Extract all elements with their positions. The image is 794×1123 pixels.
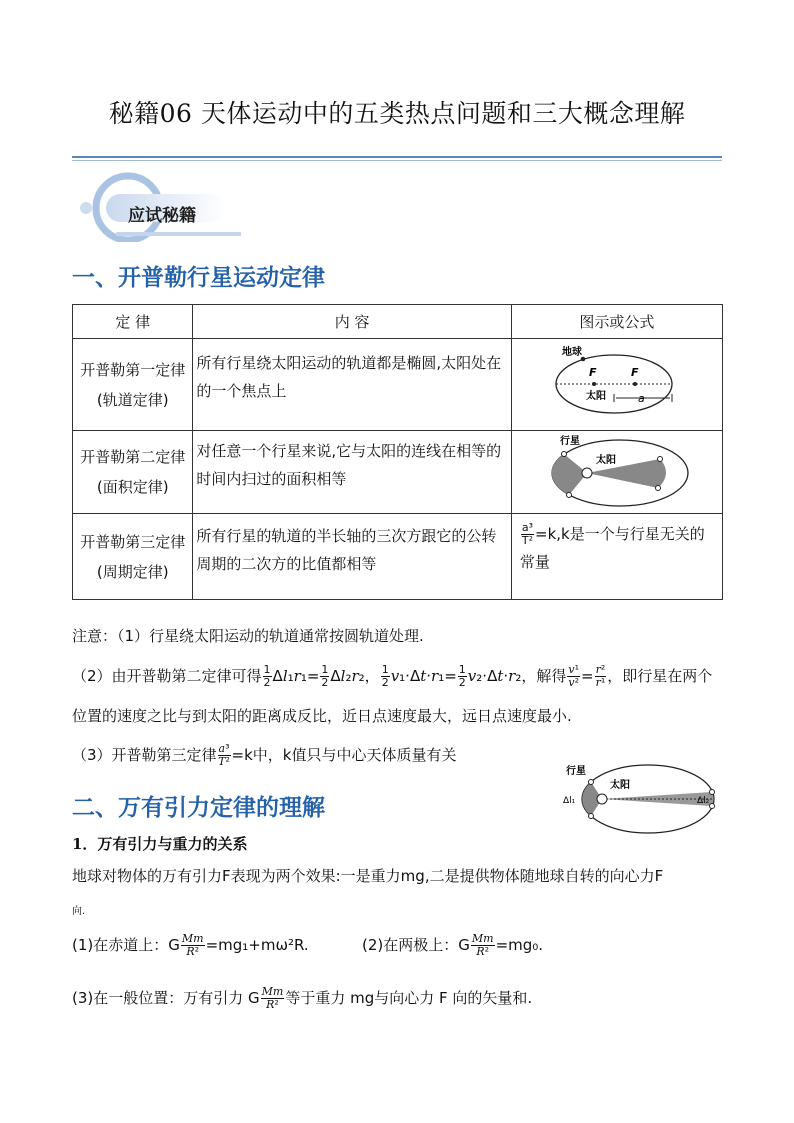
ellipse-foci-diagram: [512, 339, 707, 426]
fraction-denominator: T²: [521, 534, 533, 547]
kepler3-formula-text: =k,k是一个与行星无关的常量: [519, 525, 705, 571]
kepler-table: [72, 304, 723, 600]
formula-cell: [511, 514, 722, 600]
kepler3-fraction: [521, 522, 534, 547]
note-3: （3）开普勒第三定律 $\frac{\text{a³}}{\text{T²}}$ =k中，k值只与中心天体质量有关: [72, 742, 457, 768]
page-title: 秘籍06 天体运动中的五类热点问题和三大概念理解: [108, 99, 686, 128]
note-1: 注意：（1）行星绕太阳运动的轨道通常按圆轨道处理.: [72, 627, 424, 645]
planet-label: 行星: [559, 436, 580, 447]
law-name: 开普勒第一定律: [80, 360, 186, 379]
earth-label: 地球: [561, 347, 582, 358]
table-row: [73, 514, 723, 600]
sun-label: 太阳: [595, 455, 616, 466]
note-2-suffix: ，即行星在两个: [607, 667, 713, 685]
delta-l1-label: Δl₁: [563, 796, 576, 806]
note-2: （2）由开普勒第二定律可得 $\frac{1}{2}$ Δl₁r₁= $\frac{1}{2}$ Δl₂r₂， $\frac{1}{2}$ v₁·Δt·r₁= $\frac{1}{2}$ v₂·Δt·r₂，解得 $\frac{\text{v¹}}{\text{v²}}$ = $\frac{\text{r²}}{\text{r¹}}$ ，即行星在两个: [72, 663, 713, 689]
figure-cell: [511, 339, 722, 431]
sun-label: 太阳: [610, 780, 630, 791]
badge-label: 应试秘籍: [128, 206, 196, 226]
law-alias: (面积定律): [96, 478, 169, 496]
section1-heading: 一、开普勒行星运动定律: [72, 265, 325, 291]
eq1-prefix: (1)在赤道上：G: [72, 936, 180, 954]
law-name: 开普勒第三定律: [80, 532, 186, 551]
law-content: 所有行星的轨道的半长轴的三次方跟它的公转周期的二次方的比值都相等: [193, 514, 511, 600]
law-name: 开普勒第二定律: [80, 448, 186, 466]
header-content: 内 容: [193, 305, 511, 339]
focus-label-2: F: [630, 366, 639, 379]
area-law-diagram: [512, 431, 707, 509]
header-figure: 图示或公式: [511, 305, 722, 339]
area-law-side-diagram: [560, 758, 720, 838]
sun-label: 太阳: [585, 391, 606, 402]
gravity-paragraph: 地球对物体的万有引力F表现为两个效果:一是重力mg,二是提供物体随地球自转的向心力F: [72, 867, 664, 885]
figure-cell: [511, 431, 722, 514]
eq2-prefix: (2)在两极上：G: [362, 936, 470, 954]
law-alias: (轨道定律): [96, 390, 169, 409]
eq2-suffix: =mg₀.: [495, 936, 544, 954]
law-content: 所有行星绕太阳运动的轨道都是椭圆,太阳处在的一个焦点上: [193, 339, 511, 431]
law-cell: [73, 514, 193, 600]
equation-equator: (1)在赤道上：G $\frac{Mm}{\text{R²}}$ =mg₁+mω²R.: [72, 932, 309, 958]
eq1-suffix: =mg₁+mω²R.: [205, 936, 309, 954]
section2-subheading: 1．万有引力与重力的关系: [72, 835, 248, 853]
delta-l2-label: Δl₂: [697, 796, 710, 806]
equation-general: (3)在一般位置：万有引力 G $\frac{Mm}{\text{R²}}$ 等于重力 mg与向心力 F 向的矢量和.: [72, 985, 533, 1011]
title-rule-thin: [72, 160, 722, 161]
focus-label-1: F: [588, 366, 597, 379]
eq3-prefix: (3)在一般位置：万有引力 G: [72, 989, 260, 1007]
gravity-paragraph-sub: 向.: [72, 906, 86, 917]
equation-poles: (2)在两极上：G $\frac{Mm}{\text{R²}}$ =mg₀.: [362, 932, 544, 958]
planet-label: 行星: [566, 766, 586, 777]
table-header-row: [73, 305, 723, 339]
note-2-prefix: （2）由开普勒第二定律可得: [72, 667, 262, 685]
section2-heading: 二、万有引力定律的理解: [72, 795, 325, 821]
table-row: [73, 431, 723, 514]
law-cell: [73, 339, 193, 431]
note-3-suffix: =k中，k值只与中心天体质量有关: [231, 746, 457, 764]
eq3-suffix: 等于重力 mg与向心力 F 向的矢量和.: [285, 989, 533, 1007]
table-row: [73, 339, 723, 431]
semi-axis-label: a: [637, 392, 645, 405]
law-content: 对任意一个行星来说,它与太阳的连线在相等的时间内扫过的面积相等: [193, 431, 511, 514]
law-alias: (周期定律): [96, 562, 169, 581]
header-law: 定 律: [73, 305, 193, 339]
note-3-prefix: （3）开普勒第三定律: [72, 746, 217, 764]
fraction-numerator: a³: [521, 521, 533, 534]
note-2-mid: ，解得: [521, 667, 567, 685]
note-2-line2: 位置的速度之比与到太阳的距离成反比，近日点速度最大，远日点速度最小.: [72, 707, 572, 725]
title-rule: [72, 156, 722, 158]
law-cell: [73, 431, 193, 514]
